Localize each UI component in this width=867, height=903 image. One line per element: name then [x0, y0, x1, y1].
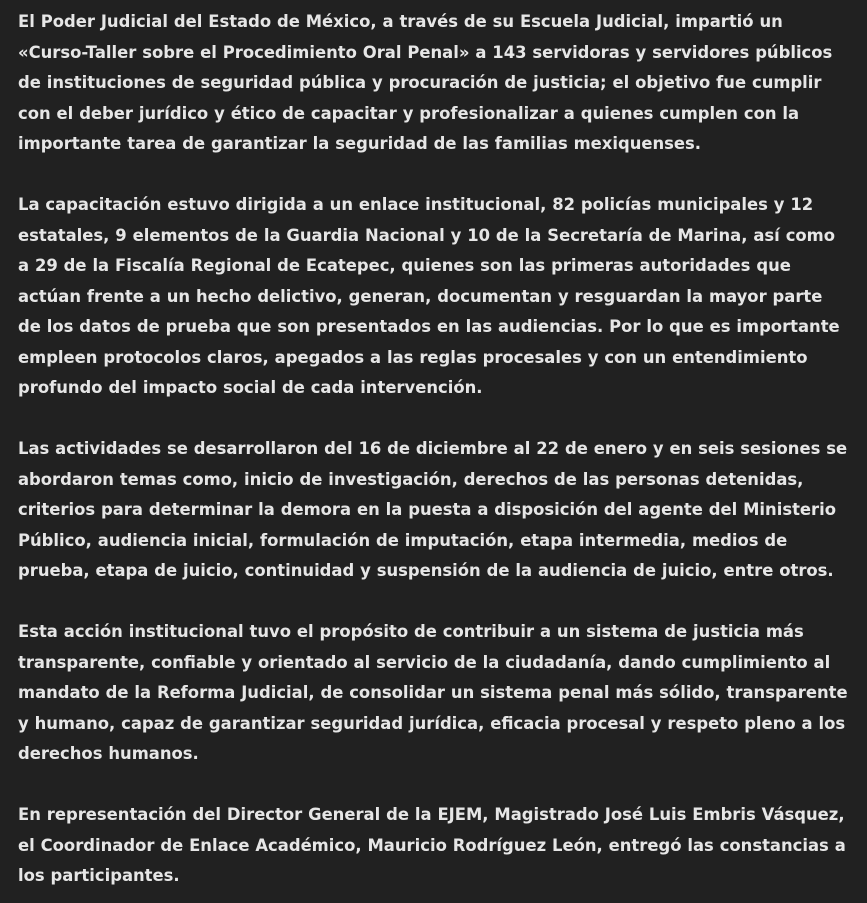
- article-paragraph-4: Esta acción institucional tuvo el propósito de contribuir a un sistema de justicia más transparente, confiable y orientado al servicio de la ciudadanía, dando cumplimiento al mandato de la Reforma Judicial, de consolidar un sistema penal más sólido, transparente y humano, capaz de garantizar seguridad jurídica, eficacia procesal y respeto pleno a los derechos humanos.: [18, 622, 848, 763]
- article-paragraph-2: La capacitación estuvo dirigida a un enlace institucional, 82 policías municipales y 12 estatales, 9 elementos de la Guardia Nacional y 10 de la Secretaría de Marina, así como a 29 de la Fiscalía Regional de Ecatepec, quienes son las primeras autoridades que actúan frente a un hecho delictivo, generan, documentan y resguardan la mayor parte de los datos de prueba que son presentados en las audiencias. Por lo que es importante empleen protocolos claros, apegados a las reglas procesales y con un entendimiento profundo del impacto social de cada intervención.: [18, 195, 840, 397]
- article-paragraph-3: Las actividades se desarrollaron del 16 de diciembre al 22 de enero y en seis sesiones se abordaron temas como, inicio de investigación, derechos de las personas detenidas, criterios para determinar la demora en la puesta a disposición del agente del Ministerio Público, audiencia inicial, formulación de imputación, etapa intermedia, medios de prueba, etapa de juicio, continuidad y suspensión de la audiencia de juicio, entre otros.: [18, 439, 848, 580]
- article-paragraph-1: El Poder Judicial del Estado de México, a través de su Escuela Judicial, impartió un «Curso-Taller sobre el Procedimiento Oral Penal» a 143 servidoras y servidores públicos de instituciones de seguridad pública y procuración de justicia; el objetivo fue cumplir con el deber jurídico y ético de capacitar y profesionalizar a quienes cumplen con la importante tarea de garantizar la seguridad de las familias mexiquenses.: [18, 12, 833, 153]
- article-paragraph-5: En representación del Director General de la EJEM, Magistrado José Luis Embris Vásquez, el Coordinador de Enlace Académico, Mauricio Rodríguez León, entregó las constancias a los participantes.: [18, 805, 846, 885]
